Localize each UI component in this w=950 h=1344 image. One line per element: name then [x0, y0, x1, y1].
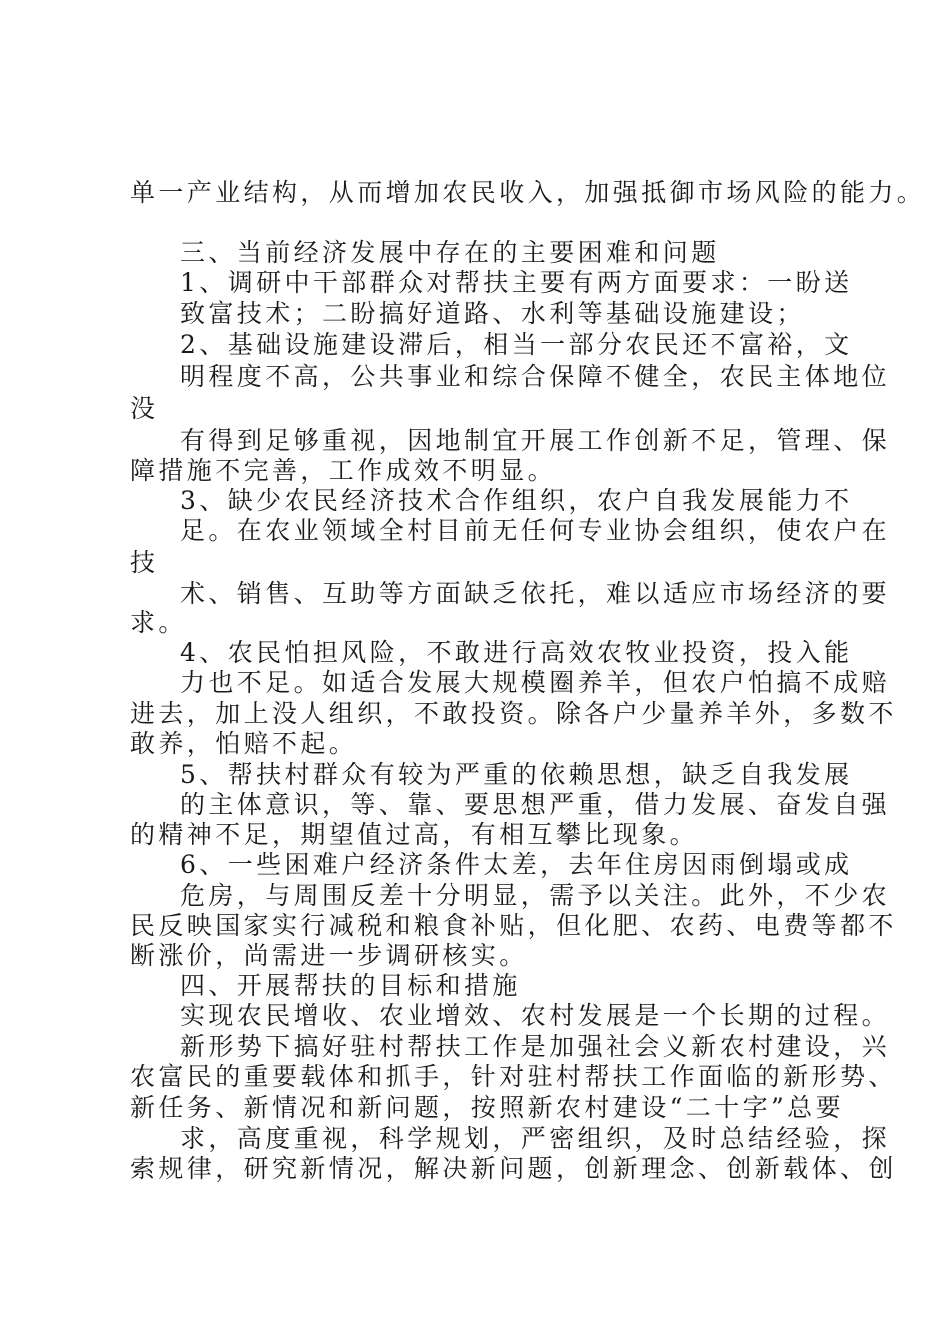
text-line: 索规律，研究新情况，解决新问题，创新理念、创新载体、创 — [130, 1154, 897, 1183]
text-line: 没 — [130, 394, 159, 423]
text-line: 致富技术；二盼搞好道路、水利等基础设施建设； — [180, 299, 805, 328]
text-line: 的主体意识，等、靠、要思想严重，借力发展、奋发自强 — [180, 790, 891, 819]
text-line: 危房，与周围反差十分明显，需予以关注。此外，不少农 — [180, 881, 891, 910]
text-line: 技 — [130, 548, 159, 577]
text-line: 足。在农业领域全村目前无任何专业协会组织，使农户在 — [180, 516, 891, 545]
text-line: 明程度不高，公共事业和综合保障不健全，农民主体地位 — [180, 362, 891, 391]
text-line: 障措施不完善，工作成效不明显。 — [130, 456, 557, 485]
text-line: 1、调研中干部群众对帮扶主要有两方面要求：一盼送 — [180, 268, 853, 297]
text-line: 3、缺少农民经济技术合作组织，农户自我发展能力不 — [180, 486, 853, 515]
text-line: 力也不足。如适合发展大规模圈养羊，但农户怕搞不成赔 — [180, 668, 891, 697]
text-line: 求。 — [130, 608, 187, 637]
text-line: 新形势下搞好驻村帮扶工作是加强社会义新农村建设，兴 — [180, 1032, 891, 1061]
text-line: 进去，加上没人组织，不敢投资。除各户少量养羊外，多数不 — [130, 699, 897, 728]
text-line: 敢养，怕赔不起。 — [130, 729, 358, 758]
text-line: 断涨价，尚需进一步调研核实。 — [130, 941, 528, 970]
text-line: 单一产业结构，从而增加农民收入，加强抵御市场风险的能力。 — [130, 178, 926, 207]
text-line: 农富民的重要载体和抓手，针对驻村帮扶工作面临的新形势、 — [130, 1062, 897, 1091]
text-line: 有得到足够重视，因地制宜开展工作创新不足，管理、保 — [180, 426, 891, 455]
text-line: 6、一些困难户经济条件太差，去年住房因雨倒塌或成 — [180, 850, 853, 879]
text-line: 4、农民怕担风险，不敢进行高效农牧业投资，投入能 — [180, 638, 853, 667]
text-line: 求，高度重视，科学规划，严密组织，及时总结经验，探 — [180, 1124, 891, 1153]
section-heading: 四、开展帮扶的目标和措施 — [180, 971, 521, 1000]
text-line: 5、帮扶村群众有较为严重的依赖思想，缺乏自我发展 — [180, 760, 853, 789]
text-line: 的精神不足，期望值过高，有相互攀比现象。 — [130, 820, 699, 849]
text-line: 术、销售、互助等方面缺乏依托，难以适应市场经济的要 — [180, 579, 891, 608]
section-heading: 三、当前经济发展中存在的主要困难和问题 — [180, 238, 720, 267]
text-line: 新任务、新情况和新问题，按照新农村建设“二十字”总要 — [130, 1093, 844, 1122]
text-line: 民反映国家实行减税和粮食补贴，但化肥、农药、电费等都不 — [130, 911, 897, 940]
text-line: 实现农民增收、农业增效、农村发展是一个长期的过程。 — [180, 1001, 891, 1030]
text-line: 2、基础设施建设滞后，相当一部分农民还不富裕，文 — [180, 330, 853, 359]
